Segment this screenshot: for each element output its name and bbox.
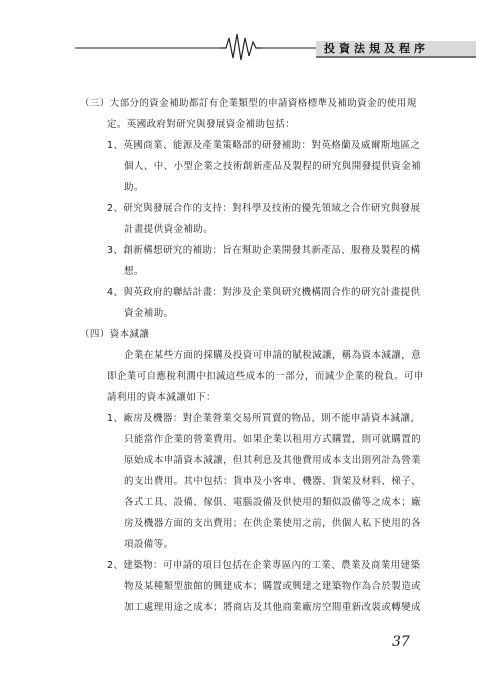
- list-item-line: 2、建築物：可申請的項目包括在企業專區內的工業、農業及商業用建築: [107, 560, 421, 571]
- list-item-line: 房及機器方面的支出費用；在供企業使用之前，供個人私下使用的各: [124, 518, 422, 529]
- list-item-line: 2、研究與發展合作的支持：對科學及技術的優先領域之合作研究與發展: [107, 203, 421, 214]
- list-item-line: 資金補助。: [124, 308, 174, 319]
- list-item-line: 的支出費用。其中包括：貨車及小客車、機器、貨架及材料、梯子、: [124, 476, 422, 487]
- list-item-line: 1、廠房及機器：對企業營業交易所買賣的物品，則不能申請資本減讓，: [107, 413, 421, 424]
- list-item-line: 助。: [124, 182, 144, 193]
- heartbeat-wave-icon: [220, 34, 262, 60]
- paragraph-line: 即企業可自應稅利潤中扣減這些成本的一部分，而減少企業的稅負。可申: [107, 371, 424, 382]
- list-item-line: 想。: [124, 266, 144, 277]
- list-item-line: 原始成本申請資本減讓，但其利息及其他費用成本支出則列計為營業: [124, 455, 422, 466]
- list-item-line: 4、與英政府的聯結計畫：對涉及企業與研究機構間合作的研究計畫提供: [107, 287, 421, 298]
- section-4-heading: （四）資本減讓: [80, 329, 150, 340]
- paragraph-line: 企業在某些方面的採購及投資可申請的賦稅減讓，稱為資本減讓，意: [124, 350, 422, 361]
- paragraph-line: 請利用的資本減讓如下：: [107, 392, 216, 403]
- page-number: 37: [392, 634, 410, 650]
- list-item-line: 物及某種類型旅館的興建成本；購置或興建之建築物作為合於製造或: [124, 581, 422, 592]
- list-item-line: 個人、中、小型企業之技術創新產品及製程的研究與開發提供資金補: [124, 161, 422, 172]
- list-item-line: 1、英國商業、能源及產業策略部的研發補助：對英格蘭及威爾斯地區之: [107, 140, 421, 151]
- list-item-line: 計畫提供資金補助。: [124, 224, 214, 235]
- page-header: [0, 30, 480, 66]
- list-item-line: 只能當作企業的營業費用。如果企業以租用方式購置，則可就購置的: [124, 434, 422, 445]
- list-item-line: 各式工具、設備、傢俱、電腦設備及供使用的類似設備等之成本；廠: [124, 497, 422, 508]
- section-3-heading-cont: 定。英國政府對研究與發展資金補助包括：: [107, 119, 296, 130]
- section-3-heading: （三）大部分的資金補助都訂有企業類型的申請資格標準及補助資金的使用規: [80, 98, 417, 109]
- list-item-line: 3、創新構想研究的補助：旨在幫助企業開發其新產品、服務及製程的構: [107, 245, 421, 256]
- list-item-line: 加工處理用途之成本；將商店及其他商業廠房空間重新改裝或轉變成: [124, 602, 422, 613]
- header-title: 投資法規及程序: [324, 42, 429, 55]
- list-item-line: 項設備等。: [124, 539, 174, 550]
